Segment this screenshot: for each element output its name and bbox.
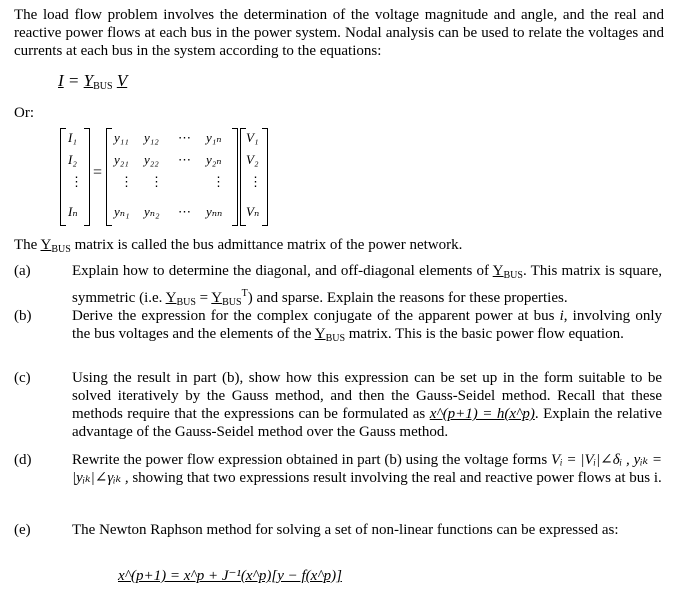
eq-ybus-symbol: Y (83, 71, 94, 90)
eq-current-vector: I (58, 71, 64, 90)
ybus-cell: y₂ₙ (206, 152, 222, 167)
qb-bus-i: i (559, 308, 564, 324)
ybus-definition-paragraph (14, 236, 462, 259)
or-label: Or: (14, 105, 34, 121)
qb-ybus (315, 326, 345, 342)
qa-ybus-2-symbol: Y (165, 290, 177, 306)
question-c (14, 369, 664, 443)
qa-transpose: T (241, 288, 248, 299)
qa-ybus-2 (166, 290, 196, 306)
ybus-left-bracket (106, 128, 112, 226)
ybus-right-bracket (232, 128, 238, 226)
ybus-cell: y₂₂ (144, 152, 159, 167)
rhs-cell: ⋮ (249, 174, 262, 189)
rhs-cell: V₁ (246, 130, 259, 145)
qa-ybus-1-sub: BUS (503, 270, 523, 281)
ybus-cell: yₙₙ (206, 204, 223, 219)
eq-voltage-vector: V (116, 71, 128, 90)
para1-ybus-symbol: Y (40, 237, 52, 253)
qb-text-1: Derive the expression for the complex conjugate of the apparent power at bus (72, 308, 560, 324)
qa-text-2: . This matrix is square, symmetric (i.e. (72, 263, 662, 306)
question-a (14, 262, 664, 308)
qc-iteration-equation: x^(p+1) = h(x^p) (429, 406, 535, 422)
qd-text-2: showing that two expressions result involving the real and reactive power flows at bus i. (128, 470, 662, 486)
ybus-cell: y₁₁ (114, 130, 129, 145)
qb-text-3: matrix. This is the basic power flow equation. (345, 326, 624, 342)
ybus-cell: yₙ₁ (114, 204, 130, 219)
rhs-cell: Vₙ (246, 204, 260, 219)
lhs-cell: I₁ (68, 130, 77, 145)
question-b-label: (b) (14, 308, 32, 324)
lhs-cell: Iₙ (68, 204, 78, 219)
ybus-cell: y₂₁ (114, 152, 129, 167)
qc-text-1: Using the result in part (b), show how this expression can be set up in the form suitable to be solved iteratively by the Gauss method, and then the Gauss-Seidel method. Recall that these methods require that the expressions can be formulated as (72, 370, 662, 422)
qa-ybus-3-sub: BUS (222, 297, 242, 308)
qb-text-2: , involving only the bus voltages and the elements of the (72, 308, 662, 342)
eq-ybus (84, 71, 113, 90)
qa-text-3: = (195, 290, 212, 306)
qa-ybus-3 (211, 290, 241, 306)
qd-text-1: Rewrite the power flow expression obtained in part (b) using the voltage forms (72, 452, 552, 468)
lhs-left-bracket (60, 128, 66, 226)
question-a-label: (a) (14, 263, 31, 279)
ybus-cell: y₁ₙ (206, 130, 222, 145)
eq-equals: = (67, 71, 80, 90)
qa-text-4: ) and sparse. Explain the reasons for these properties. (247, 290, 568, 306)
lhs-cell: I₂ (68, 152, 77, 167)
qa-ybus-2-sub: BUS (176, 297, 196, 308)
para1-text-b: matrix is called the bus admittance matrix of the power network. (70, 237, 463, 253)
para1-ybus-subscript: BUS (51, 244, 71, 255)
question-e-label: (e) (14, 522, 31, 538)
question-c-label: (c) (14, 370, 31, 386)
qc-text-2: . Explain the relative advantage of the Gauss-Seidel method over the Gauss method. (72, 406, 662, 440)
ybus-cell: ⋮ (120, 174, 133, 189)
qa-text-1: Explain how to determine the diagonal, and off-diagonal elements of (72, 263, 493, 279)
matrix-equals: = (93, 164, 103, 181)
qa-ybus-1 (493, 263, 523, 279)
qd-admittance-form: yᵢₖ = |yᵢₖ|∠γᵢₖ , (72, 452, 663, 486)
newton-raphson-equation: x^(p+1) = x^p + J⁻¹(x^p)[y − f(x^p)] (118, 568, 342, 584)
ybus-cell: ⋯ (178, 130, 191, 145)
para1-ybus (41, 237, 71, 253)
rhs-cell: V₂ (246, 152, 259, 167)
para1-text-a: The (14, 237, 41, 253)
question-d-label: (d) (14, 452, 32, 468)
ybus-cell: yₙ₂ (144, 204, 160, 219)
admittance-equation (58, 72, 127, 96)
question-a-text (72, 262, 662, 312)
eq-ybus-subscript: BUS (93, 81, 113, 92)
qb-ybus-sub: BUS (325, 333, 346, 344)
ybus-cell: ⋮ (212, 174, 225, 189)
intro-paragraph: The load flow problem involves the determination of the voltage magnitude and angle, and the real and reactive power flows at each bus in the power system. Nodal analysis can be used to relate the voltages and currents at each bus in the system according to the equations: (14, 7, 664, 59)
ybus-cell: ⋯ (178, 152, 191, 167)
ybus-cell: y₁₂ (144, 130, 159, 145)
question-e-text: The Newton Raphson method for solving a set of non-linear functions can be expressed as: (72, 522, 619, 538)
question-d (14, 451, 664, 511)
question-b (14, 307, 664, 363)
qa-ybus-1-symbol: Y (492, 263, 504, 279)
question-d-text (72, 451, 662, 487)
ybus-cell: ⋯ (178, 204, 191, 219)
question-b-text (72, 307, 662, 348)
lhs-cell: ⋮ (70, 174, 83, 189)
qa-ybus-3-symbol: Y (211, 290, 223, 306)
qd-voltage-form: Vᵢ = |Vᵢ|∠δᵢ , (551, 452, 630, 468)
qb-ybus-symbol: Y (314, 326, 326, 342)
question-c-text (72, 369, 662, 441)
lhs-right-bracket (84, 128, 90, 226)
matrix-equation (60, 128, 270, 224)
ybus-cell: ⋮ (150, 174, 163, 189)
question-e (14, 521, 664, 561)
rhs-right-bracket (262, 128, 268, 226)
